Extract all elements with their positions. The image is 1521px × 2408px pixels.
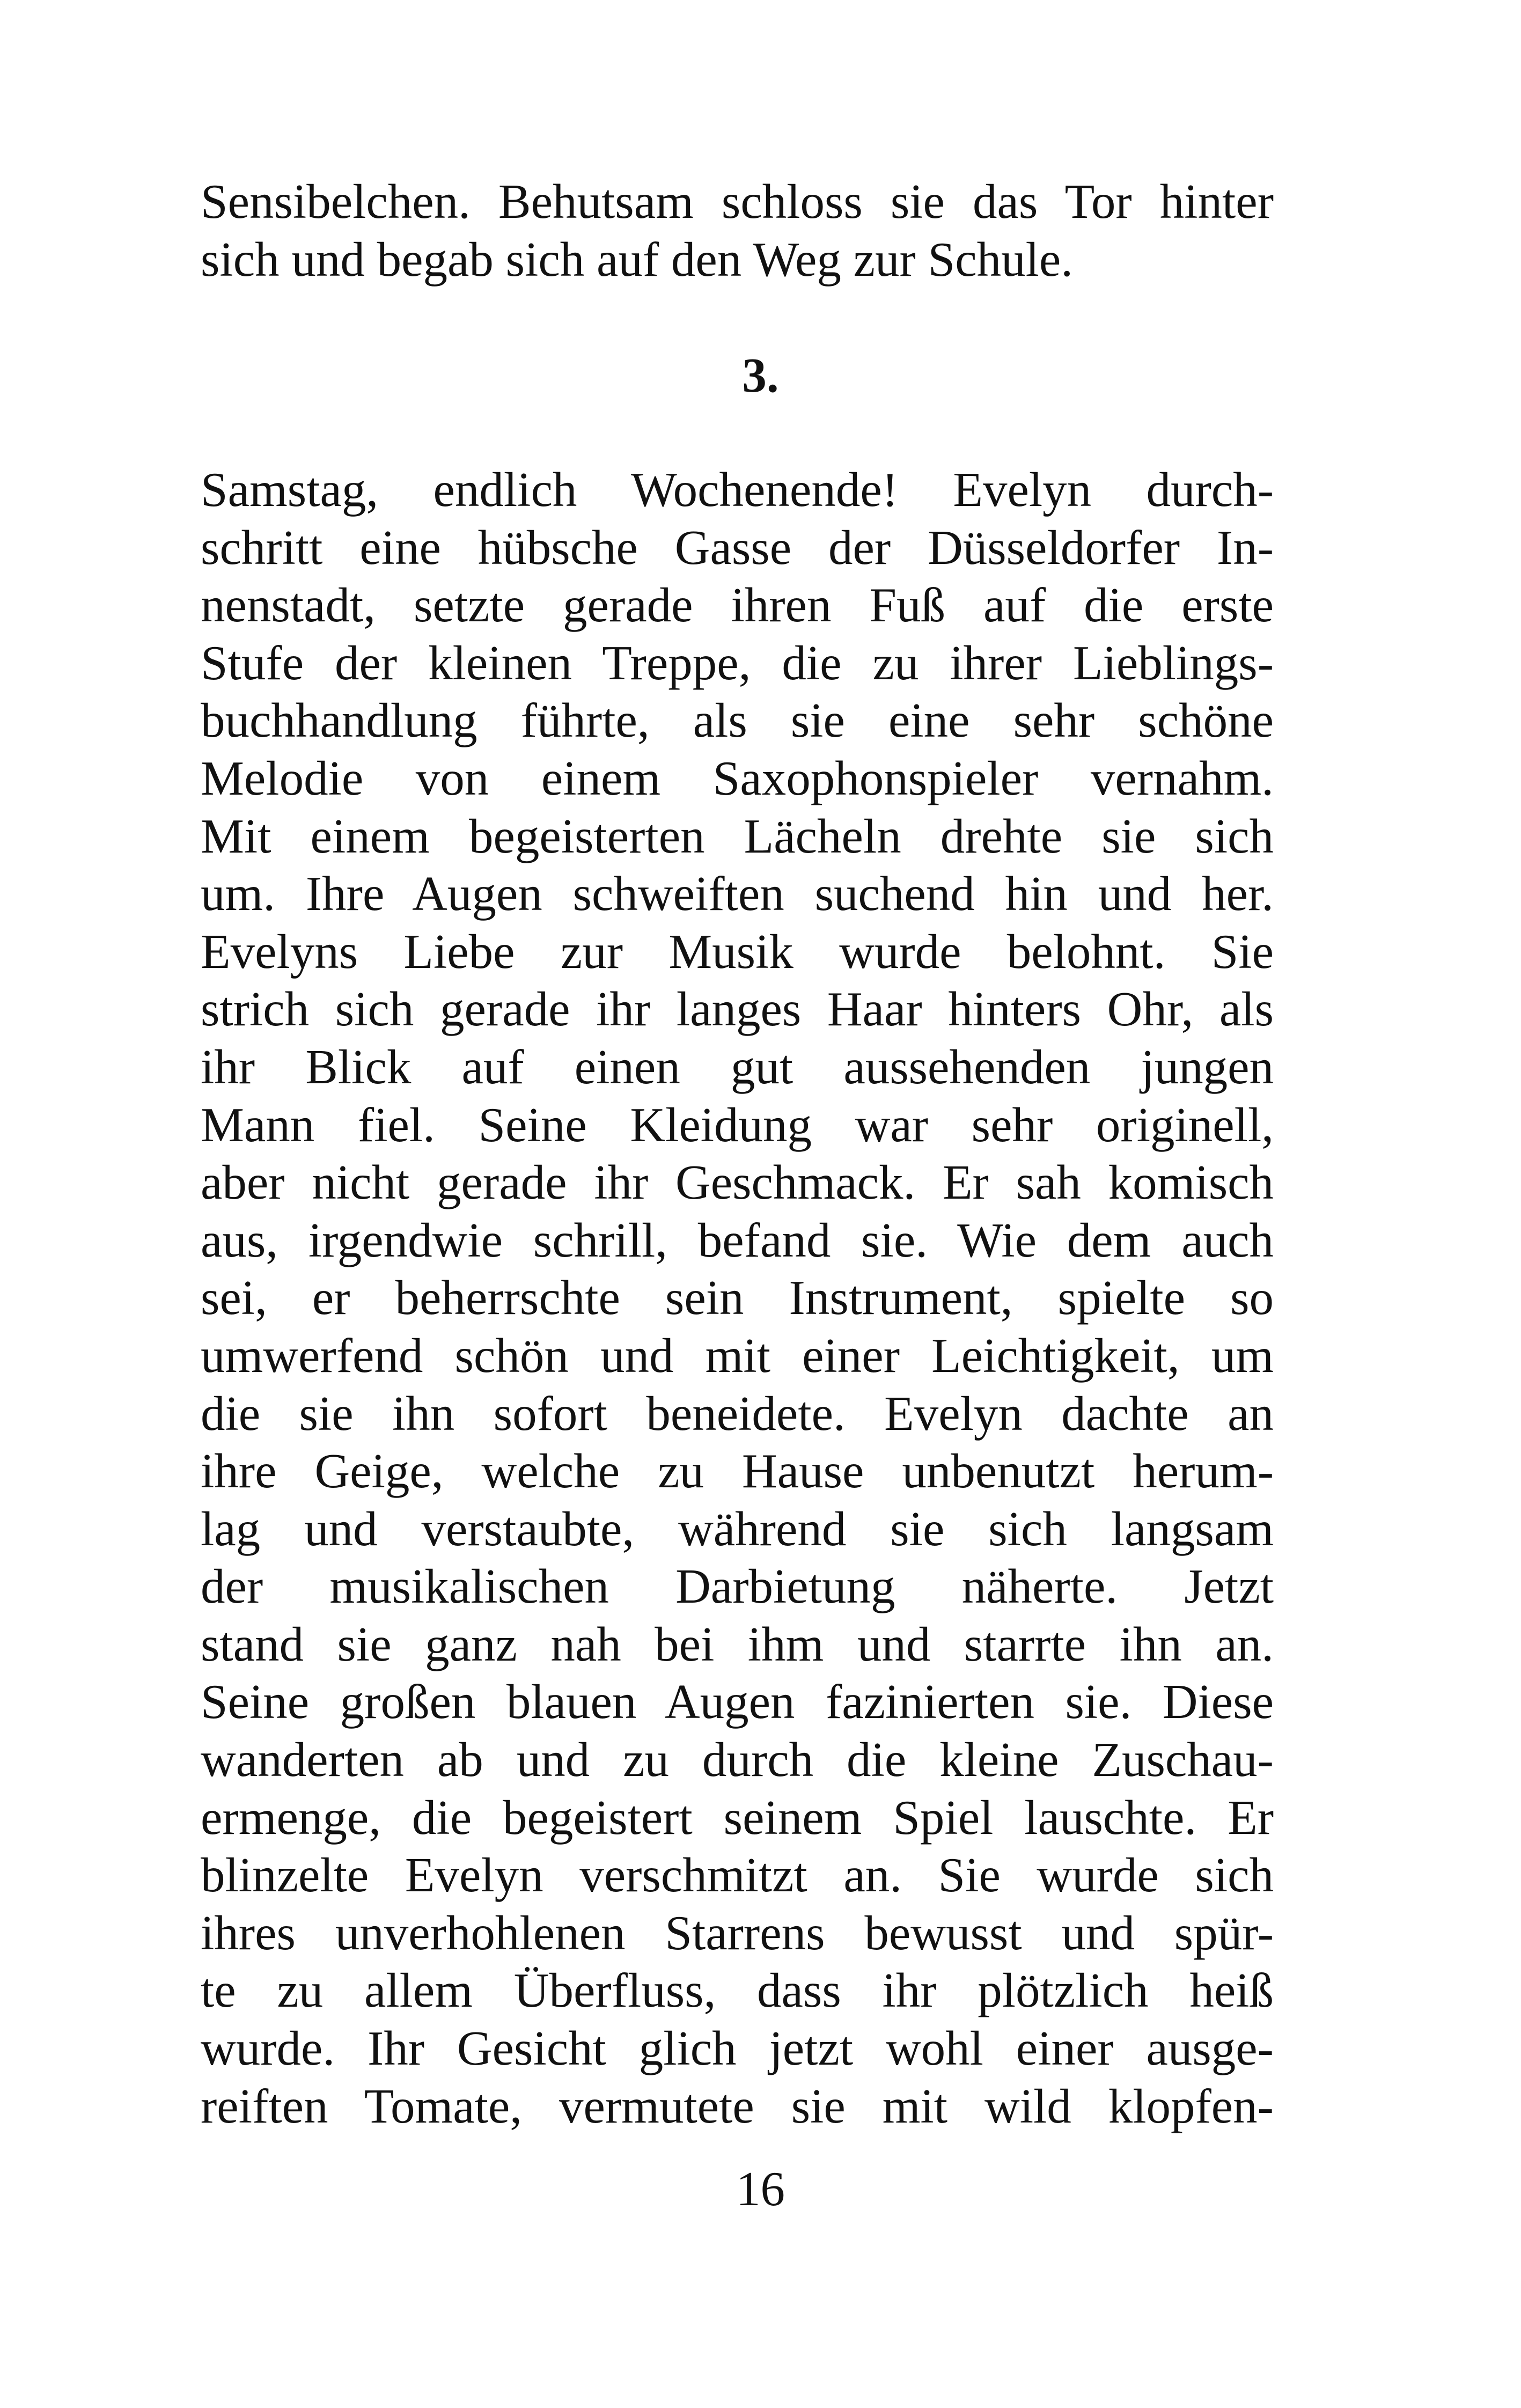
text-line: Evelyns Liebe zur Musik wurde belohnt. Sie xyxy=(201,924,1274,979)
text-line: ermenge, die begeistert seinem Spiel lauschte. Er xyxy=(201,1790,1274,1845)
text-line: stand sie ganz nah bei ihm und starrte ihn an. xyxy=(201,1617,1274,1671)
text-line: nenstadt, setzte gerade ihren Fuß auf die erste xyxy=(201,578,1274,633)
page-number: 16 xyxy=(736,2162,785,2216)
text-line: wurde. Ihr Gesicht glich jetzt wohl einer ausge- xyxy=(201,2021,1274,2076)
text-line: Seine großen blauen Augen fazinierten sie. Diese xyxy=(201,1675,1274,1729)
text-line: sei, er beherrschte sein Instrument, spielte so xyxy=(201,1271,1274,1325)
text-line: sich und begab sich auf den Weg zur Schule. xyxy=(201,232,1074,287)
text-line: Mit einem begeisterten Lächeln drehte sie sich xyxy=(201,809,1274,863)
text-line: aber nicht gerade ihr Geschmack. Er sah komisch xyxy=(201,1155,1274,1210)
text-line: buchhandlung führte, als sie eine sehr schöne xyxy=(201,693,1274,748)
text-line: Melodie von einem Saxophonspieler vernahm. xyxy=(201,751,1274,805)
text-line: die sie ihn sofort beneidete. Evelyn dachte an xyxy=(201,1386,1274,1441)
text-line: Mann fiel. Seine Kleidung war sehr originell, xyxy=(201,1097,1274,1152)
text-line: te zu allem Überfluss, dass ihr plötzlich heiß xyxy=(201,1963,1274,2018)
text-line: ihres unverhohlenen Starrens bewusst und spür- xyxy=(201,1905,1274,1960)
text-line: Sensibelchen. Behutsam schloss sie das Tor hinter xyxy=(201,174,1274,229)
text-line: strich sich gerade ihr langes Haar hinters Ohr, als xyxy=(201,982,1274,1037)
text-line: ihre Geige, welche zu Hause unbenutzt herum- xyxy=(201,1444,1274,1499)
text-line: ihr Blick auf einen gut aussehenden jungen xyxy=(201,1039,1274,1094)
text-line: aus, irgendwie schrill, befand sie. Wie dem auch xyxy=(201,1213,1274,1267)
text-line: der musikalischen Darbietung näherte. Jetzt xyxy=(201,1559,1274,1614)
text-line: lag und verstaubte, während sie sich langsam xyxy=(201,1501,1274,1556)
text-line: um. Ihre Augen schweiften suchend hin und her. xyxy=(201,867,1274,921)
text-line: wanderten ab und zu durch die kleine Zuschau- xyxy=(201,1732,1274,1787)
text-line: reiften Tomate, vermutete sie mit wild klopfen- xyxy=(201,2079,1274,2133)
text-line: umwerfend schön und mit einer Leichtigkeit, um xyxy=(201,1328,1274,1383)
chapter-paragraph xyxy=(201,461,1274,2135)
opening-paragraph xyxy=(201,173,1274,288)
text-line: schritt eine hübsche Gasse der Düsseldorfer In- xyxy=(201,520,1274,575)
text-line: Samstag, endlich Wochenende! Evelyn durch- xyxy=(201,462,1274,517)
text-line: Stufe der kleinen Treppe, die zu ihrer Lieblings- xyxy=(201,635,1274,690)
text-line: blinzelte Evelyn verschmitzt an. Sie wurde sich xyxy=(201,1848,1274,1903)
chapter-heading: 3. xyxy=(742,348,779,402)
